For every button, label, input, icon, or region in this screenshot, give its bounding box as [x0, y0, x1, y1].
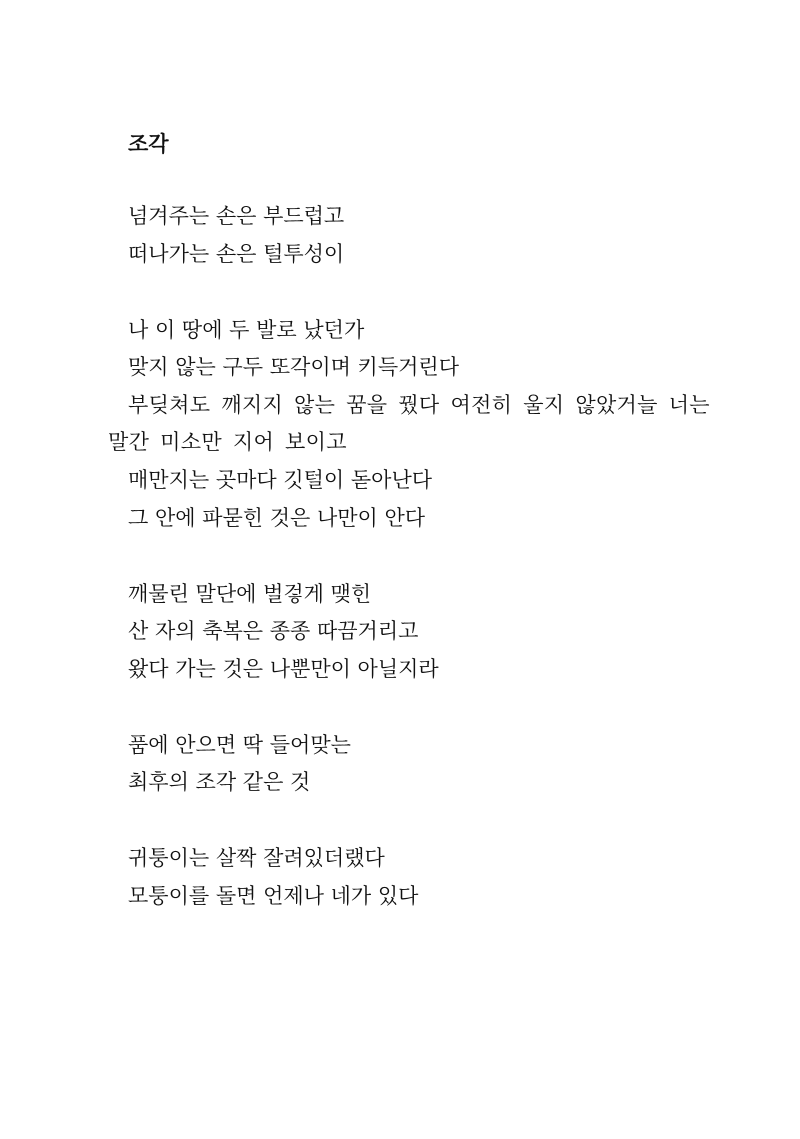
poem-line: 나 이 땅에 두 발로 났던가	[128, 317, 365, 342]
poem-line: 그 안에 파묻힌 것은 나만이 안다	[128, 505, 426, 530]
poem-line: 품에 안으면 딱 들어맞는	[128, 732, 351, 757]
poem-line: 최후의 조각 같은 것	[128, 770, 311, 795]
stanza-2	[108, 312, 720, 538]
stanza-1	[108, 198, 720, 273]
poem-line-wrapped: 부딪쳐도 깨지지 않는 꿈을 꿨다 여전히 울지 않았거늘 너는 말간 미소만 지어 보이고	[108, 392, 710, 455]
poem-line: 깨물린 말단에 벌겋게 맺힌	[128, 581, 372, 606]
poem-line: 왔다 가는 것은 나뿐만이 아닐지라	[128, 656, 439, 681]
poem-line: 맞지 않는 구두 또각이며 키득거린다	[128, 355, 459, 380]
stanza-4	[108, 727, 720, 802]
poem-line: 귀퉁이는 살짝 잘려있더랬다	[128, 846, 385, 871]
poem-line: 매만지는 곳마다 깃털이 돋아난다	[128, 467, 433, 492]
poem-line: 산 자의 축복은 종종 따끔거리고	[128, 619, 419, 644]
poem-title: 조각	[128, 131, 169, 156]
stanza-3	[108, 576, 720, 689]
stanza-5	[108, 840, 720, 915]
poem-line: 넘겨주는 손은 부드럽고	[128, 204, 345, 228]
poem-line: 모퉁이를 돌면 언제나 네가 있다	[128, 883, 419, 908]
poem-body	[108, 198, 720, 954]
poem-line: 떠나가는 손은 털투성이	[128, 241, 345, 266]
